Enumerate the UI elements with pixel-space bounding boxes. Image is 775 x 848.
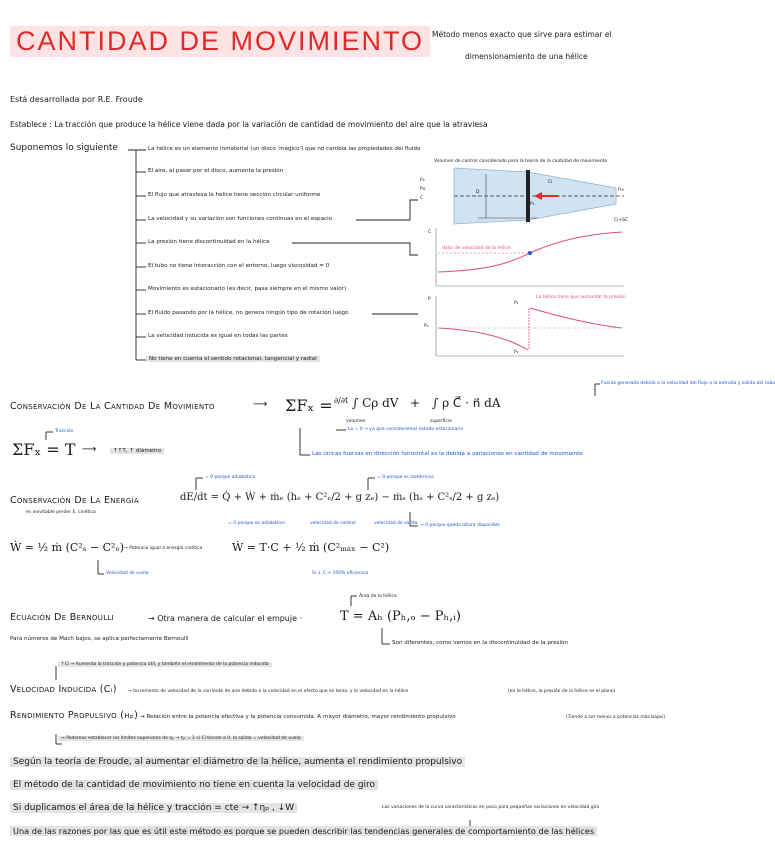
- label-p1: P₁: [530, 202, 535, 207]
- header-note-line-1: Método menos exacto que sirve para estimar el: [432, 30, 612, 39]
- induced-extra: (en la hélice, la presión de la hélice es el plano): [508, 689, 616, 694]
- momentum-top-note: Fuerza generada debido a la velocidad del flujo a la entrada y salida del tubo: [601, 381, 775, 386]
- efficiency-text: → Relación entre la potencia efectiva y la potencia consumida. A mayor diámetro, mayor rendimiento propulsivo: [140, 714, 456, 720]
- label-p0: P₀: [420, 178, 425, 183]
- energy-note-vel-exit: velocidad de salida: [374, 521, 418, 526]
- efficiency-box-note: → Podemos establecer los límites superiores de ηₚ → ηₚ = 1 si Ci tiende a 0, la salida = velocidad de vuelo: [58, 736, 304, 741]
- momentum-ddt: ∂/∂t: [334, 396, 349, 405]
- thrust-power-equation: Ẇ = T·C + ½ ṁ (C²ₘₐₓ − C²): [232, 541, 390, 554]
- momentum-integral-volume: ∫ Cρ dV: [352, 396, 399, 410]
- control-volume-diagram: [418, 158, 634, 370]
- energy-note-final: → 0 porque queda altura disponible: [420, 523, 501, 528]
- momentum-forces-note: Las únicas fuerzas en dirección horizontal es la debida a variaciones en cantidad de movimiento: [312, 451, 583, 457]
- traccion-label: Tracción: [55, 429, 74, 434]
- label-pv: Pv: [420, 187, 426, 192]
- label-cic: Ci+SC: [614, 218, 629, 223]
- mach-note: Para números de Mach bajos, se aplica perfectamente Bernoulli: [10, 636, 189, 642]
- energy-heading: Conservación De La Energía: [10, 495, 139, 506]
- arrow-glyph: ⟶: [82, 444, 97, 455]
- velocity-label: Valor de velocidad de la hélice: [442, 246, 511, 251]
- suppose-label: Suponemos lo siguiente: [10, 143, 118, 153]
- induced-text: → Incremento de velocidad de la corriente de aire debido a la velocidad en el efecto que se tenía, y la velocidad en la hélice: [128, 689, 409, 694]
- energy-note-vel-ctrl: velocidad de control: [310, 521, 356, 526]
- assumption-item: El tubo no tiene interacción con el entorno, luego viscosidad = 0: [148, 263, 330, 269]
- label-ci: Ci: [548, 180, 553, 185]
- arrow-glyph: ⟶: [253, 399, 268, 410]
- energy-note-entry: = 0 porque es isotérmico: [377, 475, 434, 480]
- energy-note-adiab: = 0 porque es adiabático: [228, 521, 285, 526]
- axis-p: P: [428, 297, 431, 302]
- energy-note-q: = 0 porque adiabático: [205, 475, 256, 480]
- axis-p1: P₁: [514, 301, 519, 306]
- conclusion-line: Según la teoría de Froude, al aumentar el diámetro de la hélice, aumenta el rendimiento propulsivo: [10, 757, 465, 767]
- pressure-label: La hélice tiene que aumentar la presión: [536, 295, 626, 300]
- momentum-zero-note: Lo = 0 → ya que consideramos estado estacionario: [348, 427, 464, 432]
- bottom-side-note: Las variaciones de la curva características en poco para pequeñas variaciones en velocidad giro: [382, 805, 600, 810]
- propeller-disk: [526, 170, 530, 222]
- assumption-item: No tiene en cuenta el sentido rotacional, tangencial y radial: [146, 356, 320, 362]
- developer-line: Está desarrollada por R.E. Froude: [10, 95, 143, 104]
- label-c: C: [420, 196, 424, 201]
- assumption-item: La velocidad inducida es igual en todas las partes: [148, 333, 288, 339]
- assumption-item: El aire, al pasar por el disco, aumenta la presión: [148, 168, 284, 174]
- bernoulli-heading: Ecuación De Bernoulli: [10, 612, 114, 623]
- momentum-integral-surface: ∫ ρ C⃗ · n⃗ dA: [432, 396, 501, 410]
- velocity-dot: [528, 251, 532, 255]
- conclusion-line: Si duplicamos el área de la hélice y tracción = cte → ↑ηₚ , ↓W: [10, 803, 297, 813]
- flight-velocity-note: Velocidad de vuelo: [106, 571, 149, 576]
- conclusion-line: El método de la cantidad de movimiento no tiene en cuenta la velocidad de giro: [10, 780, 378, 790]
- traction-diameter-note: ↑↑T, ↑ diámetro: [110, 448, 164, 454]
- induced-box-note: ↑Ci → Aumenta la tracción y potencia útil, y también el rendimiento de la potencia inducida: [58, 662, 272, 667]
- assumption-item: El fluido pasando por la hélice, no genera ningún tipo de rotación luego: [148, 310, 349, 316]
- label-pinf: P∞: [618, 188, 625, 193]
- momentum-lhs: ΣFₓ =: [285, 396, 333, 415]
- header-note-line-2: dimensionamiento de una hélice: [465, 52, 588, 61]
- assumption-item: La velocidad y su variación son funciones continuas en el espacio: [148, 216, 333, 222]
- momentum-plus: +: [410, 396, 421, 410]
- assumption-item: La hélice es un elemento inmaterial (un disco 'mágico') que no cambia las propiedades del fluido: [148, 146, 421, 152]
- pressure-curve-before: [438, 328, 528, 350]
- establishes-line: Establece : La tracción que produce la hélice viene dada por la variación de cantidad de movimiento del aire que la atraviesa: [10, 120, 488, 129]
- fx-equals-t: ΣFₓ = T: [12, 440, 76, 459]
- efficiency-extra: (Tiende a ser menor a potencias más bajas): [566, 715, 665, 720]
- integral-surface-sub: superficie: [430, 419, 452, 424]
- conclusion-line: Una de las razones por las que es útil este método es porque se pueden describir las tendencias generales de comportamiento de las hélices: [10, 826, 597, 836]
- bernoulli-note: Son diferentes, como vemos en la discontinuidad de la presión: [392, 640, 568, 646]
- energy-equation: dE/dt = Q̇ + Ẇ + ṁₑ (hₑ + C²ₑ/2 + g zₑ) − ṁₛ (hₛ + C²ₛ/2 + g zₛ): [180, 492, 500, 503]
- bernoulli-text: → Otra manera de calcular el empuje ·: [148, 614, 303, 623]
- momentum-heading: Conservación De La Cantidad De Movimiento: [10, 401, 215, 412]
- axis-p0: P₀: [424, 324, 429, 329]
- label-d: D: [476, 190, 480, 195]
- axis-p2: P₂: [514, 350, 519, 355]
- assumption-item: La presión tiene discontinuidad en la hélice: [148, 239, 270, 245]
- power-equation: Ẇ = ½ ṁ (C²ₛ − C²ₑ): [10, 541, 125, 554]
- integral-volume-sub: volumen: [346, 419, 366, 424]
- assumption-item: El flujo que atraviesa la hélice tiene sección circular uniforme: [148, 192, 321, 198]
- pressure-curve-after: [530, 308, 622, 328]
- power-note: → Potencia igual a energía cinética: [124, 546, 203, 551]
- efficiency-note: Si ↓ C → 100% eficiencia: [312, 571, 369, 576]
- energy-sub: es inevitable perder E. cinética: [26, 510, 96, 515]
- diagram-title: Volumen de control considerado para la teoría de la cantidad de movimiento: [434, 159, 608, 164]
- page-title: CANTIDAD DE MOVIMIENTO: [10, 26, 430, 57]
- assumption-item: Movimiento es estacionario (es decir, pasa siempre en el mismo valor): [148, 286, 347, 292]
- area-label: Área de la hélice: [359, 594, 397, 599]
- induced-label: Velocidad Inducida (Cᵢ): [10, 684, 117, 695]
- bernoulli-formula: T = Aₕ (Pₕ,ₒ − Pₕ,ᵢ): [340, 609, 461, 624]
- axis-c: C: [428, 230, 432, 235]
- efficiency-label: Rendimiento Propulsivo (ηₚ): [10, 710, 139, 721]
